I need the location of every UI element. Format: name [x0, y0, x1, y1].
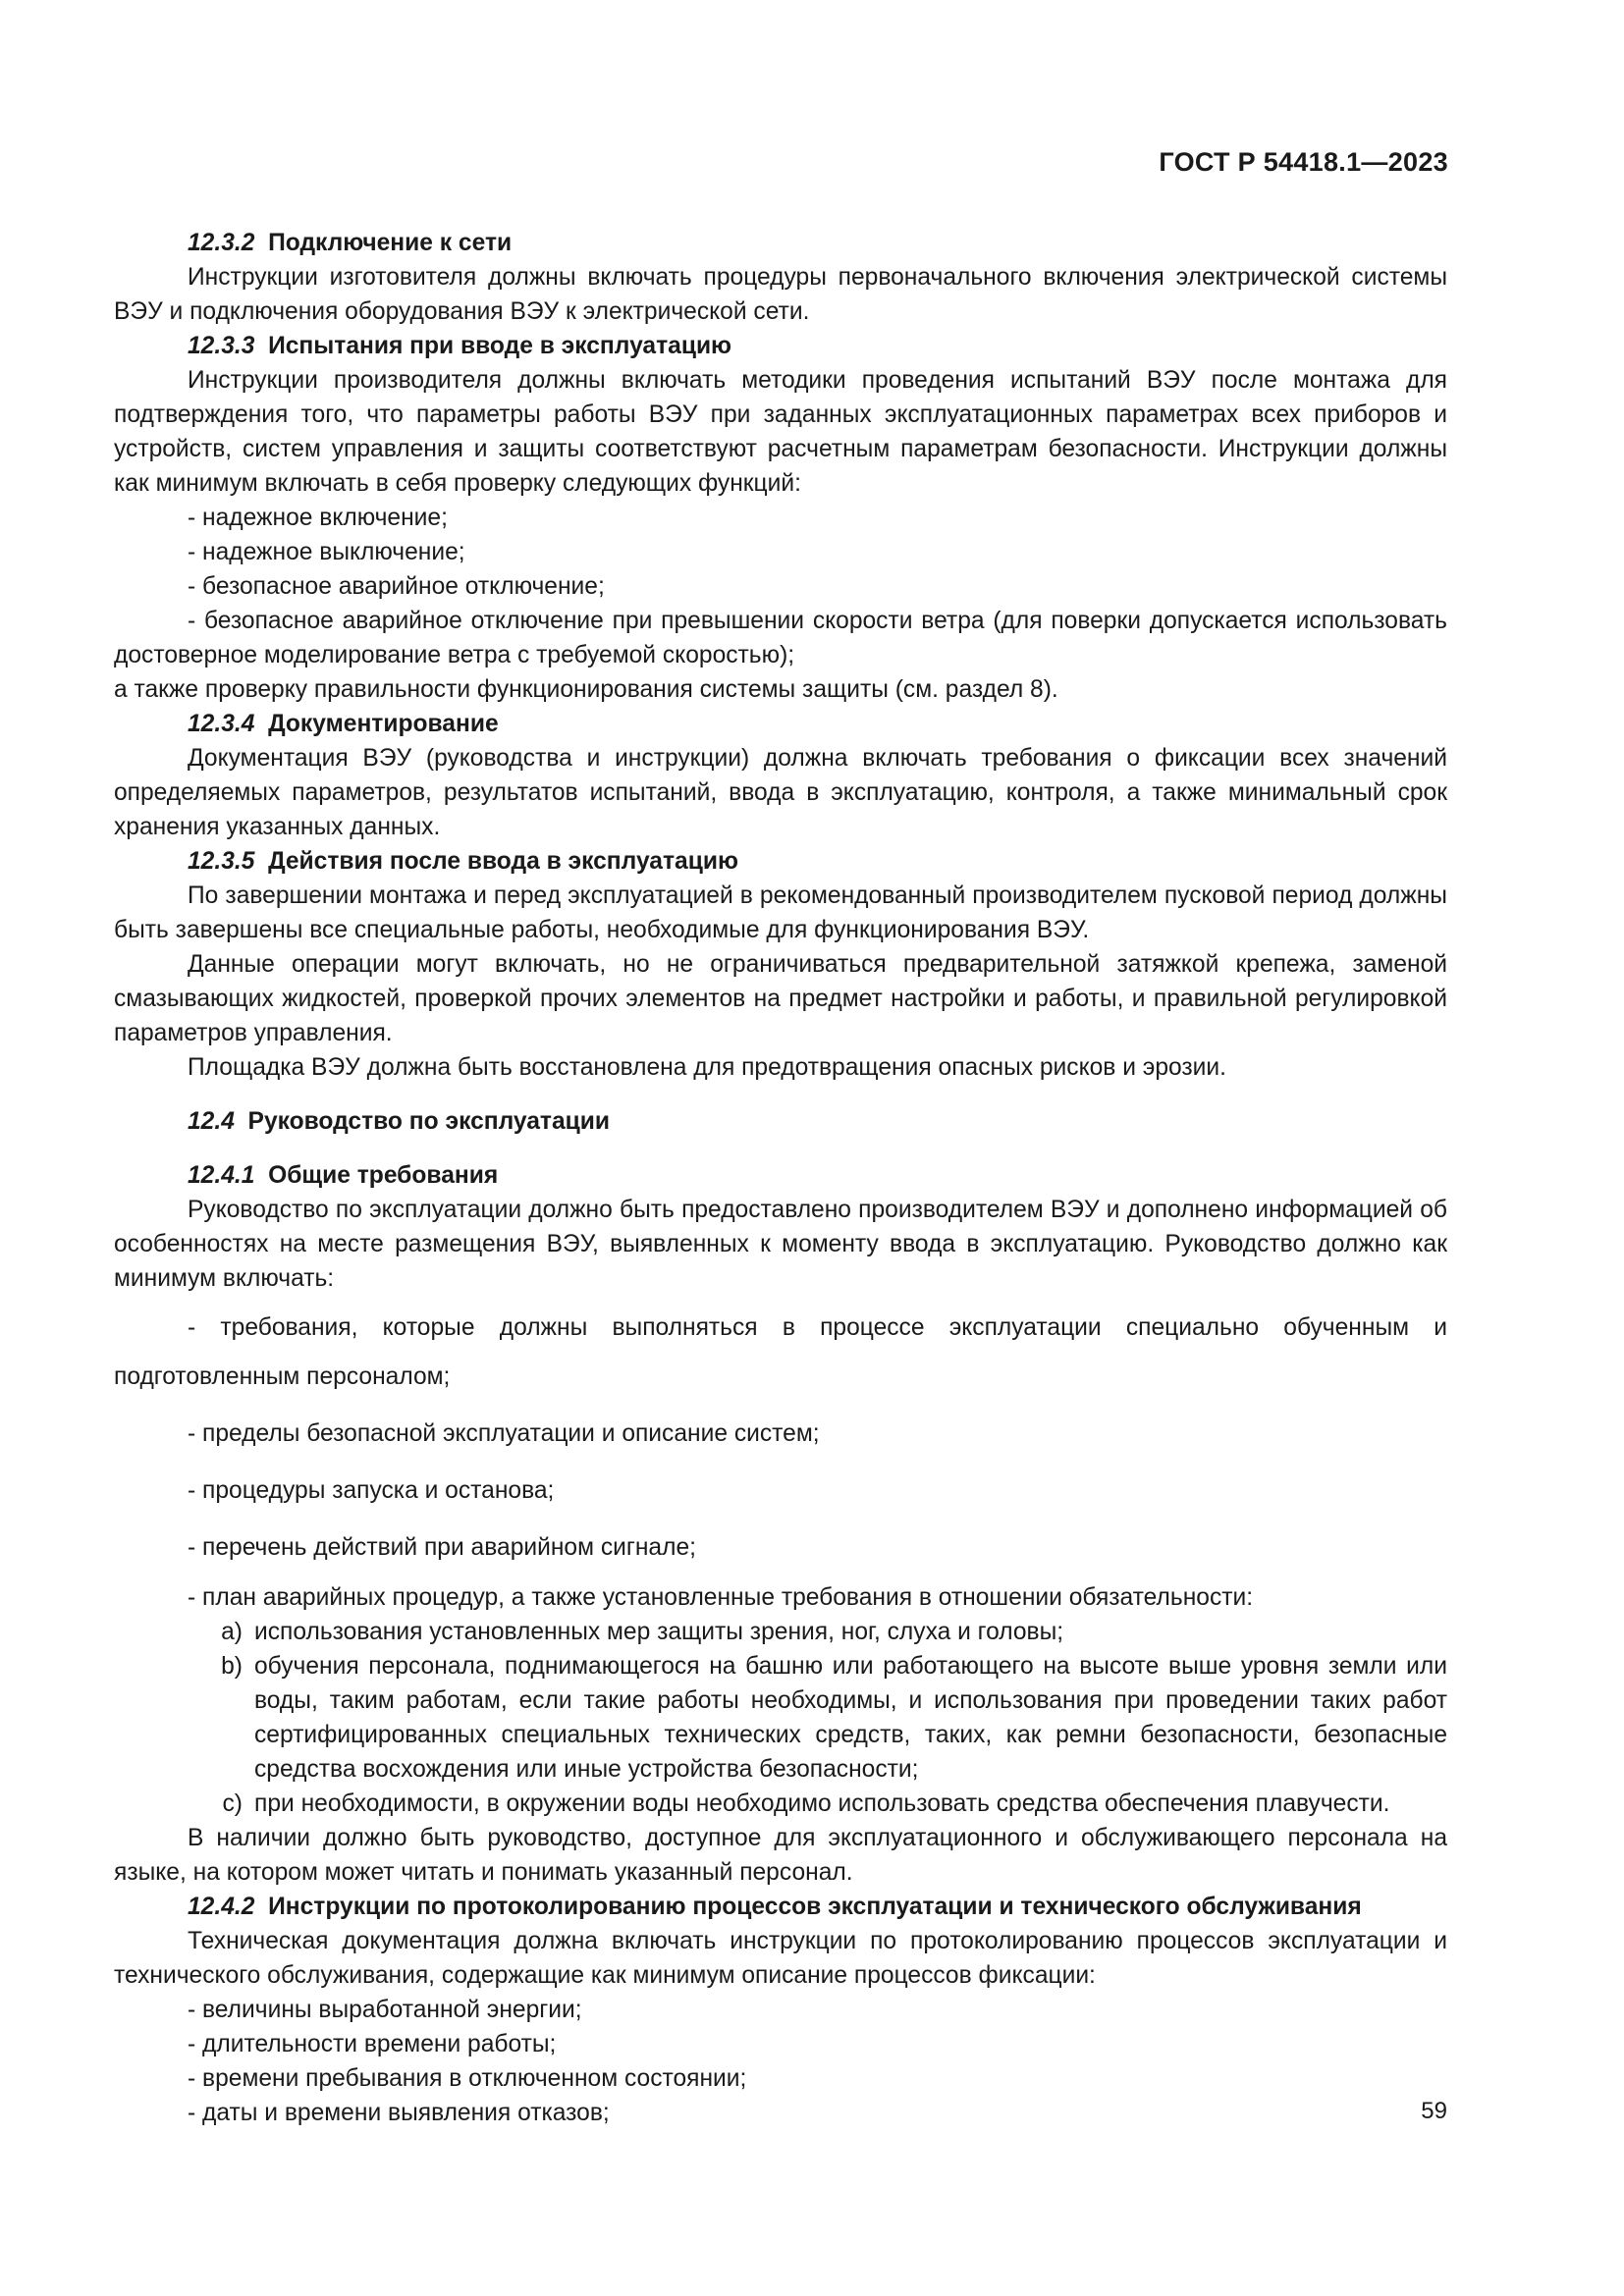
list-item: - времени пребывания в отключенном состоянии; [188, 2065, 747, 2092]
sub-list-marker: c) [222, 1790, 243, 1817]
section-number: 12.3.4 [188, 711, 255, 737]
paragraph: Руководство по эксплуатации должно быть предоставлено производителем ВЭУ и дополнено информацией об особенностях на месте размещения ВЭУ, выявленных к моменту ввода в эксплуатацию. Руководство должно как минимум включать: [114, 1197, 1447, 1292]
paragraph: Техническая документация должна включать инструкции по протоколированию процессов эксплуатации и технического обслуживания, содержащие как минимум описание процессов фиксации: [114, 1928, 1447, 1989]
section-title: Общие требования [268, 1162, 499, 1189]
sub-list-marker: a) [221, 1619, 243, 1645]
section-number: 12.4.2 [188, 1894, 255, 1920]
paragraph: Документация ВЭУ (руководства и инструкции) должна включать требования о фиксации всех значений определяемых параметров, результатов испытаний, ввода в эксплуатацию, контроля, а также минимальный срок хранения указанных данных. [114, 745, 1447, 840]
list-item: - величины выработанной энергии; [188, 1997, 582, 2023]
section-number: 12.4.1 [188, 1162, 255, 1189]
list-item: - безопасное аварийное отключение; [188, 573, 605, 600]
sub-list-item-c [114, 1787, 1447, 1821]
section-title: Документирование [268, 711, 499, 737]
section-number: 12.3.2 [188, 230, 255, 256]
paragraph: Инструкции производителя должны включать методики проведения испытаний ВЭУ после монтажа для подтверждения того, что параметры работы ВЭУ при заданных эксплуатационных параметрах всех приборов и устройств, систем управления и защиты соответствуют расчетным параметрам безопасности. Инструкции должны как минимум включать в себя проверку следующих функций: [114, 367, 1447, 497]
list-item: - план аварийных процедур, а также установленные требования в отношении обязательности: [188, 1584, 1254, 1611]
list-item: - безопасное аварийное отключение при превышении скорости ветра (для поверки допускается использовать достоверное моделирование ветра с требуемой скоростью); [114, 608, 1447, 668]
paragraph: а также проверку правильности функционирования системы защиты (см. раздел 8). [114, 676, 1058, 703]
section-number: 12.4 [188, 1108, 235, 1135]
section-heading-12-4-2 [114, 1890, 1447, 1924]
section-title: Подключение к сети [268, 230, 513, 256]
list-item: - даты и времени выявления отказов; [188, 2100, 610, 2126]
sub-list-text: при необходимости, в окружении воды необходимо использовать средства обеспечения плавучести. [254, 1790, 1390, 1817]
list-item: - надежное включение; [188, 505, 448, 531]
sub-list-marker: b) [221, 1653, 243, 1680]
paragraph: Инструкции изготовителя должны включать процедуры первоначального включения электрической системы ВЭУ и подключения оборудования ВЭУ к электрической сети. [114, 264, 1447, 325]
section-heading-12-4-1 [114, 1158, 1447, 1193]
list-item: - пределы безопасной эксплуатации и описание систем; [188, 1420, 820, 1447]
list-item: - процедуры запуска и останова; [188, 1477, 555, 1504]
page-content [114, 226, 1447, 2130]
section-heading-12-4 [114, 1104, 1447, 1139]
section-heading-12-3-4 [114, 707, 1447, 741]
list-item: - надежное выключение; [188, 539, 465, 565]
paragraph: Данные операции могут включать, но не ограничиваться предварительной затяжкой крепежа, заменой смазывающих жидкостей, проверкой прочих элементов на предмет настройки и работы, и правильной регулировкой параметров управления. [114, 951, 1447, 1046]
sub-list-item-b [114, 1649, 1447, 1787]
section-number: 12.3.5 [188, 848, 255, 875]
sub-list-item-a [114, 1615, 1447, 1649]
list-item: - требования, которые должны выполняться в процессе эксплуатации специально обученным и подготовленным персоналом; [114, 1314, 1447, 1390]
section-number: 12.3.3 [188, 333, 255, 359]
paragraph: По завершении монтажа и перед эксплуатацией в рекомендованный производителем пусковой период должны быть завершены все специальные работы, необходимые для функционирования ВЭУ. [114, 882, 1447, 943]
page-number: 59 [1421, 2098, 1447, 2124]
sub-list-text: обучения персонала, поднимающегося на башню или работающего на высоте выше уровня земли или воды, таким работам, если такие работы необходимы, и использования при проведении таких работ сертифицированных специальных технических средств, таких, как ремни безопасности, безопасные средства восхождения или иные устройства безопасности; [254, 1653, 1447, 1783]
paragraph: Площадка ВЭУ должна быть восстановлена для предотвращения опасных рисков и эрозии. [188, 1054, 1226, 1081]
section-heading-12-3-5 [114, 844, 1447, 879]
section-title: Руководство по эксплуатации [247, 1108, 611, 1135]
section-heading-12-3-2 [114, 226, 1447, 260]
paragraph: В наличии должно быть руководство, доступное для эксплуатационного и обслуживающего персонала на языке, на котором может читать и понимать указанный персонал. [114, 1825, 1447, 1886]
section-title: Инструкции по протоколированию процессов эксплуатации и технического обслуживания [268, 1894, 1362, 1920]
section-heading-12-3-3 [114, 329, 1447, 363]
sub-list-text: использования установленных мер защиты зрения, ног, слуха и головы; [254, 1619, 1064, 1645]
list-item: - длительности времени работы; [188, 2031, 557, 2057]
section-title: Испытания при вводе в эксплуатацию [268, 333, 732, 359]
list-item: - перечень действий при аварийном сигнале; [188, 1534, 696, 1561]
document-id: ГОСТ Р 54418.1—2023 [1159, 147, 1448, 177]
section-title: Действия после ввода в эксплуатацию [268, 848, 738, 875]
